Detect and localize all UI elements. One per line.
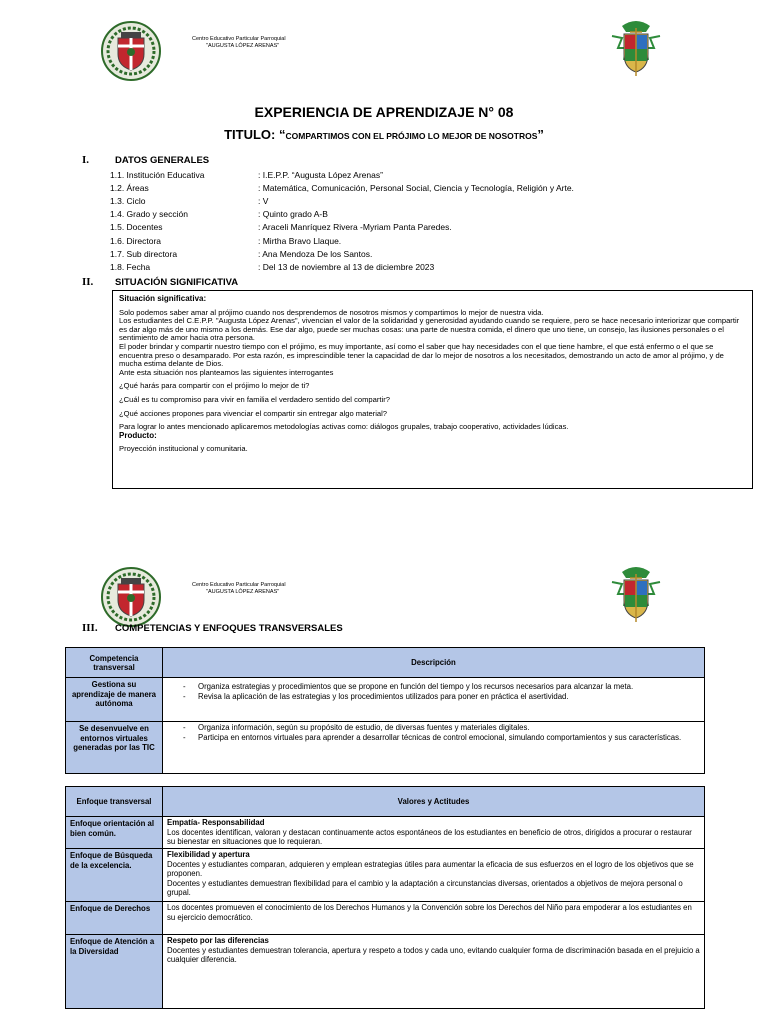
datos-row — [110, 208, 574, 221]
datos-value: : Araceli Manríquez Rivera -Myriam Panta Paredes. — [258, 222, 452, 233]
school-name — [192, 36, 286, 50]
table-row — [66, 849, 705, 902]
item-text: Participa en entornos virtuales para aprender a desarrollar técnicas de control emocional, simulando comportamientos y sus características. — [198, 732, 682, 742]
datos-value: : Matemática, Comunicación, Personal Social, Ciencia y Tecnología, Religión y Arte. — [258, 182, 574, 193]
table-header-row — [66, 787, 705, 817]
enfoque-name: Enfoque de Derechos — [66, 902, 163, 935]
section-number: III. — [82, 622, 98, 634]
table-row — [66, 935, 705, 1009]
table-row — [66, 817, 705, 849]
datos-label: 1.5. Docentes — [110, 222, 163, 233]
datos-value: : Quinto grado A-B — [258, 209, 328, 220]
datos-value: : Ana Mendoza De los Santos. — [258, 248, 373, 259]
list-item — [183, 723, 704, 733]
paragraph: Los estudiantes del C.E.P.P. "Augusta López Arenas", vivencian el valor de la solidaridad y generosidad ayudando cuando se requiere, pero se hace necesario interiorizar que compartir es dar algo más de uno mismo a los demás. Ese dar algo, puede ser muchas cosas: una parte de nuestra comida, el dinero que uno tiene, un consejo, las ilusiones personales o el sentimiento de amor hacia otra persona. — [119, 316, 740, 343]
enfoque-desc — [163, 849, 705, 902]
enfoque-name: Enfoque de Atención a la Diversidad — [66, 935, 163, 1009]
enfoques-table — [65, 786, 705, 1009]
datos-label: 1.4. Grado y sección — [110, 209, 188, 220]
situacion-significativa-box — [112, 290, 753, 489]
actitud-text: Los docentes promueven el conocimiento de los Derechos Humanos y la Convención sobre los Derechos del Niño para empoderar a los estudiantes en su ejercicio democrático. — [167, 903, 692, 922]
enfoque-desc — [163, 902, 705, 935]
datos-row — [110, 234, 574, 247]
school-name-line1: Centro Educativo Particular Parroquial — [192, 582, 286, 588]
list-item — [183, 733, 704, 743]
table-header-cell: Valores y Actitudes — [163, 787, 705, 817]
datos-value: : I.E.P.P. “Augusta López Arenas” — [258, 169, 383, 180]
producto-label: Producto: — [119, 430, 157, 440]
box-title: Situación significativa: — [119, 294, 207, 303]
section-title: COMPETENCIAS Y ENFOQUES TRANSVERSALES — [115, 623, 343, 634]
main-title: EXPERIENCIA DE APRENDIZAJE N° 08 — [254, 104, 514, 120]
school-name — [192, 582, 286, 596]
datos-label: 1.8. Fecha — [110, 261, 151, 272]
competencia-name: Se desenvuelve en entornos virtuales generadas por las TIC — [66, 722, 163, 774]
actitud-text: Docentes y estudiantes comparan, adquieren y emplean estrategias útiles para aumentar la eficacia de sus esfuerzos en el logro de los objetivos que se proponen. — [167, 859, 694, 879]
datos-label: 1.3. Ciclo — [110, 195, 146, 206]
question: ¿Cuál es tu compromiso para vivir en familia el verdadero sentido del compartir? — [119, 394, 390, 404]
datos-value: : Mirtha Bravo Llaque. — [258, 235, 342, 246]
table-header-cell: Descripción — [163, 648, 705, 678]
school-crest-icon — [100, 20, 162, 82]
school-name-line1: Centro Educativo Particular Parroquial — [192, 36, 286, 42]
competencia-name: Gestiona su aprendizaje de manera autónoma — [66, 678, 163, 722]
section-number: I. — [82, 154, 90, 166]
section-title: SITUACIÓN SIGNIFICATIVA — [115, 277, 239, 288]
section-heading-datos — [82, 154, 209, 166]
dash-bullet: - — [183, 723, 186, 732]
datos-row — [110, 181, 574, 194]
enfoque-name: Enfoque orientación al bien común. — [66, 817, 163, 849]
table-header-cell: Enfoque transversal — [66, 787, 163, 817]
title-close-quote: ” — [537, 127, 544, 142]
school-crest-icon — [100, 566, 162, 628]
table-row — [66, 722, 705, 774]
list-item — [183, 692, 704, 702]
paragraph: Solo podemos saber amar al prójimo cuando nos desprendemos de nosotros mismos y compartimos lo mejor de nuestra vida. — [119, 307, 544, 317]
paragraph: Ante esta situación nos planteamos las siguientes interrogantes — [119, 367, 334, 377]
dash-bullet: - — [183, 732, 186, 742]
table-row — [66, 678, 705, 722]
school-name-line2: "AUGUSTA LÓPEZ ARENAS" — [206, 589, 280, 595]
paragraph: El poder brindar y compartir nuestro tiempo con el prójimo, es muy importante, así como el saber que hay necesidades con el que tiene hambre, el que está enfermo o el que se encuentra preso o desamparado. Por esta razón, es imprescindible tener la capacidad de dar lo mejor de nosotros a los necesitados, demostrando un acto de amor al prójimo, y de mucha estima delante de Dios. — [119, 341, 724, 369]
section-title: DATOS GENERALES — [115, 155, 210, 166]
paragraph: Para lograr lo antes mencionado aplicaremos metodologías activas como: diálogos grupales, trabajo cooperativo, actividades lúdicas. — [119, 422, 569, 432]
datos-label: 1.2. Áreas — [110, 182, 149, 193]
enfoque-name: Enfoque de Búsqueda de la excelencia. — [66, 849, 163, 902]
section-heading-situacion — [82, 276, 238, 288]
sub-title — [0, 127, 768, 142]
section-heading-competencias — [82, 622, 343, 634]
school-name-line2: "AUGUSTA LÓPEZ ARENAS" — [206, 43, 280, 49]
datos-value: : V — [258, 195, 269, 206]
valor-title: Respeto por las diferencias — [167, 936, 269, 945]
datos-value: : Del 13 de noviembre al 13 de diciembre 2023 — [258, 261, 435, 272]
actitud-text: Docentes y estudiantes demuestran tolerancia, apertura y respeto a todos y cada uno, evitando cualquier forma de discriminación basada en el prejuicio a cualquier diferencia. — [167, 945, 700, 965]
title-label: TITULO: — [224, 127, 276, 142]
list-item — [183, 682, 704, 692]
enfoque-desc — [163, 817, 705, 849]
question: ¿Qué acciones propones para vivenciar el compartir sin entregar algo material? — [119, 408, 388, 418]
competencia-desc — [163, 722, 705, 774]
episcopal-coat-of-arms-icon — [608, 16, 664, 80]
title-text: COMPARTIMOS CON EL PRÓJIMO LO MEJOR DE NOSOTROS — [285, 131, 538, 141]
enfoque-desc — [163, 935, 705, 1009]
valor-title: Flexibilidad y apertura — [167, 850, 250, 859]
datos-row — [110, 260, 574, 273]
datos-label: 1.7. Sub directora — [110, 248, 178, 259]
item-text: Organiza estrategias y procedimientos que se propone en función del tiempo y los recursos necesarios para alcanzar la meta. — [198, 682, 634, 691]
valor-title: Empatía- Responsabilidad — [167, 818, 265, 827]
question: ¿Qué harás para compartir con el prójimo lo mejor de ti? — [119, 381, 310, 391]
title-open-quote: “ — [279, 127, 286, 142]
item-text: Revisa la aplicación de las estrategias y los procedimientos utilizados para poner en práctica el asertividad. — [198, 691, 569, 701]
datos-row — [110, 221, 574, 234]
datos-row — [110, 247, 574, 260]
competencia-desc — [163, 678, 705, 722]
episcopal-coat-of-arms-icon — [608, 562, 664, 626]
datos-row — [110, 194, 574, 207]
datos-row — [110, 168, 574, 181]
competencias-table — [65, 647, 705, 774]
actitud-text: Los docentes identifican, valoran y destacan continuamente actos espontáneos de los estudiantes en beneficio de otros, dirigidos a procurar o restaurar su bienestar en situaciones que lo requieran. — [167, 827, 692, 847]
actitud-text: Docentes y estudiantes demuestran flexibilidad para el cambio y la adaptación a circunstancias diversas, orientados a objetivos de mejora personal o grupal. — [167, 878, 683, 898]
producto-value: Proyección institucional y comunitaria. — [119, 444, 248, 454]
section-number: II. — [82, 276, 94, 288]
table-row — [66, 902, 705, 935]
datos-label: 1.1. Institución Educativa — [110, 169, 205, 180]
datos-generales-list — [110, 168, 574, 274]
datos-label: 1.6. Directora — [110, 235, 162, 246]
item-text: Organiza información, según su propósito de estudio, de diversas fuentes y materiales digitales. — [198, 723, 530, 732]
dash-bullet: - — [183, 682, 186, 691]
dash-bullet: - — [183, 691, 186, 701]
table-header-cell: Competencia transversal — [66, 648, 163, 678]
page-header-1 — [0, 14, 768, 94]
table-header-row — [66, 648, 705, 678]
